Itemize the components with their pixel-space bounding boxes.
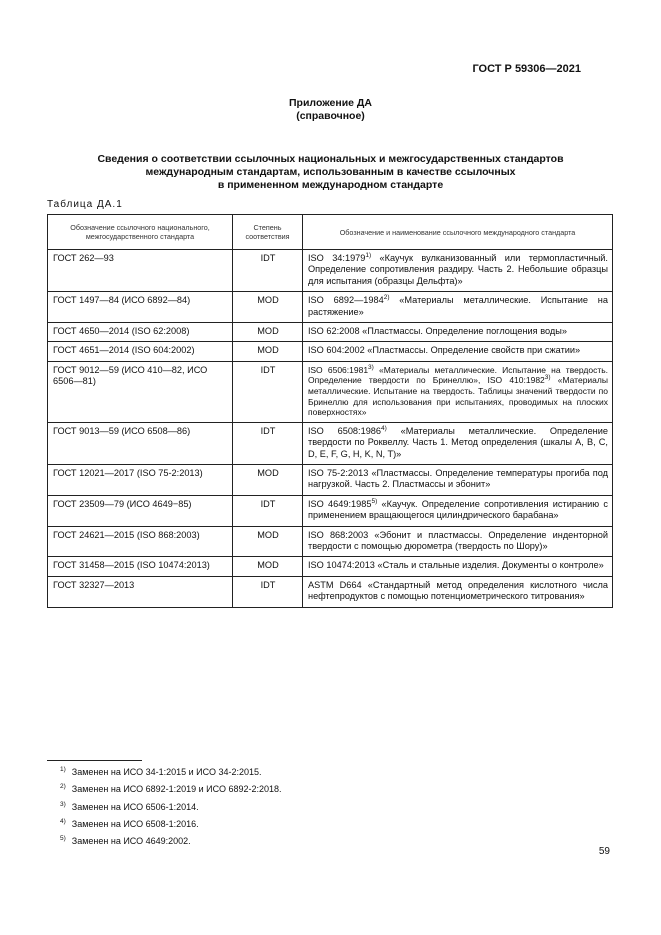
intl-code: ISO 10474:2013 xyxy=(308,560,375,571)
footnote-ref: 1) xyxy=(365,251,372,259)
intl-code: ISO 62:2008 xyxy=(308,326,360,337)
footnote-mark: 2) xyxy=(60,783,66,791)
footnote-mark: 3) xyxy=(60,800,66,808)
footnote-mark: 1) xyxy=(60,766,66,773)
table-row xyxy=(48,495,613,526)
intl-title: «Пластмассы. Определение поглощения воды» xyxy=(359,326,567,337)
footnote-text: Заменен на ИСО 4649:2002. xyxy=(71,836,191,847)
intl-code: ISO 604:2002 xyxy=(308,345,365,356)
footnote-ref: 3) xyxy=(368,364,374,372)
footnote-ref: 4) xyxy=(381,424,387,432)
footnote-text: Заменен на ИСО 6508-1:2016. xyxy=(71,818,199,829)
intl-code: ISO 34:1979 xyxy=(308,253,366,263)
table-row xyxy=(48,576,613,607)
intl-code: ISO 75-2:2013 xyxy=(308,468,369,479)
degree-cell: IDT xyxy=(233,495,303,526)
intl-title: «Пластмассы. Определение свойств при сжатии» xyxy=(364,345,581,356)
intl-title: «Каучук. Определение сопротивления истиранию с применением вращающегося цилиндрического барабана» xyxy=(308,498,608,521)
degree-cell: MOD xyxy=(233,557,303,576)
degree-cell: MOD xyxy=(233,465,303,496)
degree-cell: MOD xyxy=(233,526,303,557)
header-international-standard: Обозначение и наименование ссылочного международного стандарта xyxy=(303,215,613,250)
table-row xyxy=(48,292,613,323)
footnote-text: Заменен на ИСО 6506-1:2014. xyxy=(71,801,199,812)
national-standard-cell: ГОСТ 12021—2017 (ISO 75-2:2013) xyxy=(48,465,233,496)
international-standard-cell xyxy=(303,422,613,464)
table-row xyxy=(48,557,613,576)
header-national-standard: Обозначение ссылочного национального, межгосударственного стандарта xyxy=(48,215,233,250)
table-row xyxy=(48,465,613,496)
intl-title: «Материалы металлические. Испытание на растяжение» xyxy=(308,295,608,317)
appendix-note: (справочное) xyxy=(296,110,365,122)
intl-title: «Материалы металлические. Испытание на твердость. Определение твердости по Бринеллю», ISO 410:1982 xyxy=(308,364,608,386)
section-title-line: в примененном международном стандарте xyxy=(217,179,444,191)
national-standard-cell: ГОСТ 262—93 xyxy=(48,250,233,292)
table-row xyxy=(48,526,613,557)
section-title xyxy=(40,153,621,192)
document-id: ГОСТ Р 59306—2021 xyxy=(472,63,581,75)
footnote xyxy=(60,833,282,850)
footnote xyxy=(60,781,282,798)
intl-code: ISO 4649:1985 xyxy=(308,498,372,509)
international-standard-cell xyxy=(303,465,613,496)
national-standard-cell: ГОСТ 4651—2014 (ISO 604:2002) xyxy=(48,342,233,361)
footnote-mark: 5) xyxy=(60,835,66,843)
intl-code: ASTM D664 xyxy=(308,579,362,590)
national-standard-cell: ГОСТ 4650—2014 (ISO 62:2008) xyxy=(48,323,233,342)
footnote-mark: 4) xyxy=(60,817,66,825)
footnote-ref: 3) xyxy=(544,374,551,382)
national-standard-cell: ГОСТ 1497—84 (ИСО 6892—84) xyxy=(48,292,233,323)
intl-title: «Сталь и стальные изделия. Документы о контроле» xyxy=(374,560,604,571)
national-standard-cell: ГОСТ 9012—59 (ИСО 410—82, ИСО 6506—81) xyxy=(48,361,233,422)
footnote-text: Заменен на ИСО 6892-1:2019 и ИСО 6892-2:2018. xyxy=(71,784,282,795)
table-caption: Таблица ДА.1 xyxy=(47,199,123,210)
international-standard-cell xyxy=(303,361,613,422)
international-standard-cell xyxy=(303,526,613,557)
footnote-text: Заменен на ИСО 34-1:2015 и ИСО 34-2:2015. xyxy=(71,767,262,777)
footnote xyxy=(60,816,282,833)
table-row xyxy=(48,361,613,422)
intl-title: «Материалы металлические. Испытание на твердость. Таблицы значений твердости по Бринеллю для использования при испытаниях, проводимых на плоских поверхностях» xyxy=(308,375,608,418)
intl-title: «Материалы металлические. Определение твердости по Роквеллу. Часть 1. Метод определения (шкалы A, B, C, D, E, F, G, H, K, N, T)» xyxy=(308,425,609,459)
national-standard-cell: ГОСТ 23509—79 (ИСО 4649−85) xyxy=(48,495,233,526)
degree-cell: IDT xyxy=(233,576,303,607)
degree-cell: MOD xyxy=(233,342,303,361)
national-standard-cell: ГОСТ 32327—2013 xyxy=(48,576,233,607)
international-standard-cell xyxy=(303,576,613,607)
international-standard-cell xyxy=(303,557,613,576)
degree-cell: IDT xyxy=(233,422,303,464)
degree-cell: MOD xyxy=(233,292,303,323)
intl-title: «Каучук вулканизованный или термопластичный. Определение сопротивления раздиру. Часть 2. Небольшие образцы для испытания (образцы Дельфта)» xyxy=(308,253,608,286)
degree-cell: IDT xyxy=(233,361,303,422)
degree-cell: MOD xyxy=(233,323,303,342)
intl-title: «Эбонит и пластмассы. Определение инденторной твердости с помощью дюрометра (твердость по Шору)» xyxy=(308,529,609,552)
table-row xyxy=(48,250,613,292)
table-row xyxy=(48,323,613,342)
footnote-ref: 2) xyxy=(383,294,390,302)
footnote xyxy=(60,764,282,781)
appendix-title: Приложение ДА xyxy=(289,97,372,109)
international-standard-cell xyxy=(303,292,613,323)
international-standard-cell xyxy=(303,342,613,361)
intl-title: «Пластмассы. Определение температуры прогиба под нагрузкой. Часть 2. Пластмассы и эбонит» xyxy=(308,468,608,490)
intl-code: ISO 868:2003 xyxy=(308,529,369,540)
intl-code: ISO 6508:1986 xyxy=(308,425,382,436)
footnotes xyxy=(60,764,282,850)
correspondence-table xyxy=(47,214,613,608)
national-standard-cell: ГОСТ 31458—2015 (ISO 10474:2013) xyxy=(48,557,233,576)
table-row xyxy=(48,422,613,464)
footnote xyxy=(60,799,282,816)
intl-code: ISO 6506:1981 xyxy=(308,364,369,375)
page-number: 59 xyxy=(598,846,610,857)
intl-title: «Стандартный метод определения кислотного числа нефтепродуктов с помощью потенциометрического титрования» xyxy=(308,579,608,602)
header-degree: Степень соответствия xyxy=(233,215,303,250)
international-standard-cell xyxy=(303,495,613,526)
section-title-line: международным стандартам, использованным в качестве ссылочных xyxy=(145,166,516,178)
footnote-ref: 5) xyxy=(371,497,378,505)
section-title-line: Сведения о соответствии ссылочных национальных и межгосударственных стандартов xyxy=(97,153,564,165)
appendix-heading xyxy=(0,97,661,123)
international-standard-cell xyxy=(303,250,613,292)
international-standard-cell xyxy=(303,323,613,342)
intl-code: ISO 6892—1984 xyxy=(308,295,384,306)
table-row xyxy=(48,342,613,361)
national-standard-cell: ГОСТ 9013—59 (ИСО 6508—86) xyxy=(48,422,233,464)
table-header-row xyxy=(48,215,613,250)
footnote-divider xyxy=(47,760,142,761)
degree-cell: IDT xyxy=(233,250,303,292)
national-standard-cell: ГОСТ 24621—2015 (ISO 868:2003) xyxy=(48,526,233,557)
